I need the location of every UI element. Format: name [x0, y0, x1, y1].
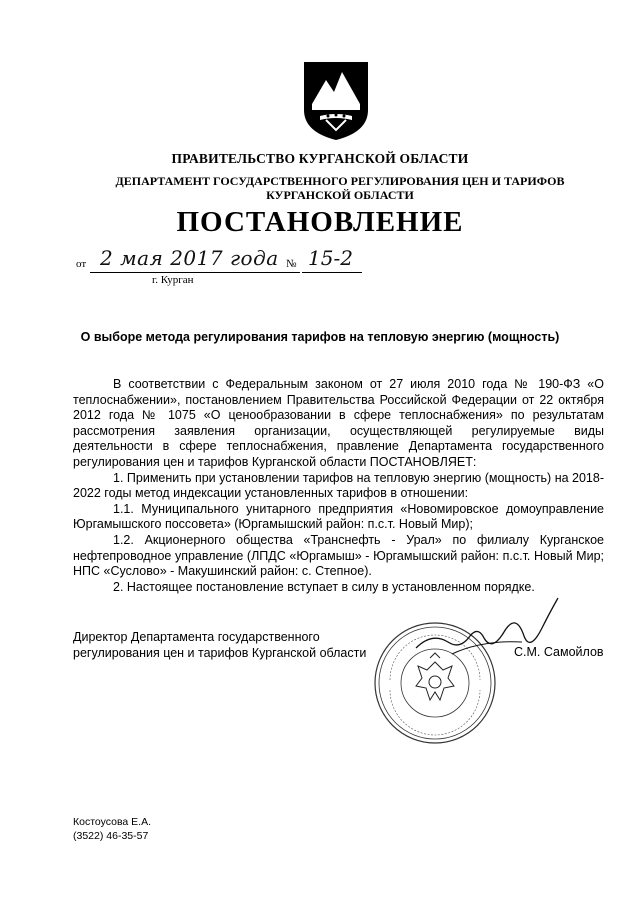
government-title: ПРАВИТЕЛЬСТВО КУРГАНСКОЙ ОБЛАСТИ — [171, 151, 469, 166]
body-paragraph-item-1-2: 1.2. Акционерного общества «Транснефть - Урал» по филиалу Курганское нефтепроводное управление (ЛПДС «Юргамыш» - Юргамышский район: п.с.т. Новый Мир; НПС «Суслово» - Макушинский район: с. Степное). — [73, 532, 604, 579]
body-paragraph-item-1-1: 1.1. Муниципального унитарного предприятия «Новомировское домоуправление Юргамышского поссовета» (Юргамышский район: п.с.т. Новый Мир); — [73, 501, 604, 532]
body-paragraph-item-2: 2. Настоящее постановление вступает в силу в установленном порядке. — [113, 579, 535, 594]
department-title-line1: ДЕПАРТАМЕНТ ГОСУДАРСТВЕННОГО РЕГУЛИРОВАНИЯ ЦЕН И ТАРИФОВ — [115, 174, 565, 188]
executor-info — [73, 815, 151, 843]
department-title — [60, 174, 620, 202]
date-prefix: от — [76, 258, 87, 270]
document-body — [73, 377, 604, 595]
signatory-position-line1: Директор Департамента государственного — [73, 630, 320, 644]
number-label: № — [286, 258, 297, 270]
handwritten-number: 15-2 — [308, 246, 353, 270]
signatory-position — [73, 629, 366, 661]
department-title-line2: КУРГАНСКОЙ ОБЛАСТИ — [266, 188, 414, 202]
signatory-name: С.М. Самойлов — [514, 645, 604, 659]
executor-phone: (3522) 46-35-57 — [73, 830, 149, 842]
document-type: ПОСТАНОВЛЕНИЕ — [176, 206, 464, 238]
date-underline — [90, 272, 300, 273]
body-paragraph-preamble: В соответствии с Федеральным законом от 27 июля 2010 года № 190-ФЗ «О теплоснабжении», постановлением Правительства Российской Федерации от 22 октября 2012 года № 1075 «О ценообразовании в сфере теплоснабжения» по результатам рассмотрения заявления организации, осуществляющей регулируемые виды деятельности в сфере теплоснабжения, правление Департамента государственного регулирования цен и тарифов Курганской области ПОСТАНОВЛЯЕТ: — [73, 377, 604, 469]
kurgan-coat-of-arms-icon — [300, 58, 372, 142]
body-paragraph-item-1: 1. Применить при установлении тарифов на тепловую энергию (мощность) на 2018-2022 годы метод индексации установленных тарифов в отношении: — [73, 470, 604, 501]
handwritten-date: 2 мая 2017 года — [100, 246, 279, 270]
number-underline — [302, 272, 362, 273]
date-number-line — [76, 246, 356, 290]
city: г. Курган — [152, 274, 194, 286]
executor-name: Костоусова Е.А. — [73, 816, 152, 828]
signatory-position-line2: регулирования цен и тарифов Курганской области — [73, 646, 367, 660]
document-subject: О выборе метода регулирования тарифов на тепловую энергию (мощность) — [80, 330, 560, 344]
